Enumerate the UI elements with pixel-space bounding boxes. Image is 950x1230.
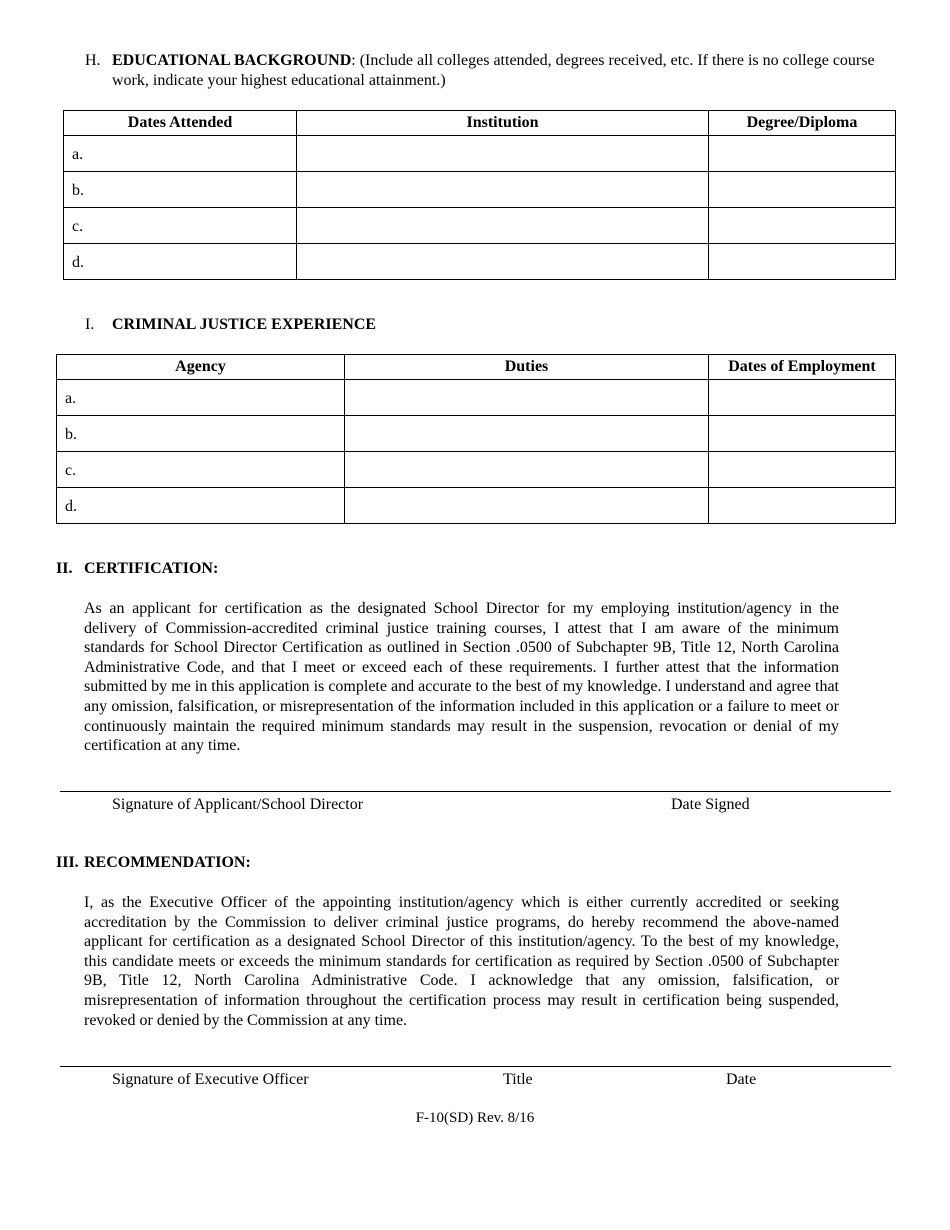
education-row: [64, 208, 896, 244]
institution-cell[interactable]: [297, 172, 709, 208]
education-instruction: : (Include all colleges attended, degrees received, etc. If there is no college course work, indicate your highest educational attainment.): [112, 52, 875, 89]
criminal-justice-row: [57, 380, 896, 416]
agency-header: Agency: [57, 355, 345, 380]
education-row: [64, 136, 896, 172]
education-row: [64, 244, 896, 280]
degree-diploma-header: Degree/Diploma: [709, 111, 896, 136]
recommendation-number: III.: [56, 854, 79, 871]
dates-attended-cell[interactable]: c.: [64, 208, 297, 244]
dates-of-employment-cell[interactable]: [709, 380, 896, 416]
degree-diploma-cell[interactable]: [709, 244, 896, 280]
education-table-header-row: [64, 111, 896, 136]
certification-heading: [56, 560, 219, 578]
criminal-justice-table: [56, 354, 896, 524]
degree-diploma-cell[interactable]: [709, 208, 896, 244]
institution-header: Institution: [297, 111, 709, 136]
education-section-title: EDUCATIONAL BACKGROUND: [112, 52, 352, 69]
recommendation-heading: [56, 854, 251, 872]
degree-diploma-cell[interactable]: [709, 136, 896, 172]
executive-title-label: Title: [503, 1071, 533, 1088]
duties-cell[interactable]: [345, 416, 709, 452]
certification-title: CERTIFICATION:: [84, 560, 219, 577]
institution-cell[interactable]: [297, 136, 709, 172]
criminal-justice-row: [57, 452, 896, 488]
dates-of-employment-cell[interactable]: [709, 452, 896, 488]
criminal-justice-section-letter: I.: [85, 316, 95, 333]
institution-cell[interactable]: [297, 244, 709, 280]
certification-number: II.: [56, 560, 73, 577]
education-section-text: [112, 51, 902, 90]
date-signed-label: Date Signed: [671, 796, 750, 813]
dates-of-employment-cell[interactable]: [709, 416, 896, 452]
certification-statement: As an applicant for certification as the designated School Director for my employing institution/agency in the delivery of Commission-accredited criminal justice training courses, I attest that I am aware of the minimum standards for School Director Certification as outlined in Section .0500 of Subchapter 9B, Title 12, North Carolina Administrative Code, and that I meet or exceed each of these requirements. I further attest that the information submitted by me in this application is complete and accurate to the best of my knowledge. I understand and agree that any omission, falsification, or misrepresentation of the information included in this application or a failure to meet or continuously maintain the required minimum standards may result in the suspension, revocation or denial of my certification at any time.: [84, 600, 839, 755]
dates-of-employment-header: Dates of Employment: [709, 355, 896, 380]
dates-attended-cell[interactable]: a.: [64, 136, 297, 172]
executive-date-label: Date: [726, 1071, 757, 1088]
agency-cell[interactable]: d.: [57, 488, 345, 524]
dates-attended-header: Dates Attended: [64, 111, 297, 136]
dates-attended-cell[interactable]: d.: [64, 244, 297, 280]
institution-cell[interactable]: [297, 208, 709, 244]
criminal-justice-table-header-row: [57, 355, 896, 380]
criminal-justice-row: [57, 488, 896, 524]
duties-cell[interactable]: [345, 488, 709, 524]
agency-cell[interactable]: b.: [57, 416, 345, 452]
education-table: [63, 110, 896, 280]
executive-signature-label: Signature of Executive Officer: [112, 1071, 309, 1088]
education-section-letter: H.: [85, 52, 101, 69]
agency-cell[interactable]: c.: [57, 452, 345, 488]
applicant-signature-label: Signature of Applicant/School Director: [112, 796, 364, 813]
agency-cell[interactable]: a.: [57, 380, 345, 416]
recommendation-statement: I, as the Executive Officer of the appointing institution/agency which is either currently accredited or seeking accreditation by the Commission to deliver criminal justice programs, do hereby recommend the above-named applicant for certification as a designated School Director of this institution/agency. To the best of my knowledge, this candidate meets or exceeds the minimum standards for certification as required by Section .0500 of Subchapter 9B, Title 12, North Carolina Administrative Code. I acknowledge that any omission, falsification, or misrepresentation of information throughout the certification process may result in certification being suspended, revoked or denied by the Commission at any time.: [84, 894, 839, 1029]
duties-cell[interactable]: [345, 380, 709, 416]
education-row: [64, 172, 896, 208]
form-revision-footer: F-10(SD) Rev. 8/16: [415, 1110, 535, 1126]
duties-cell[interactable]: [345, 452, 709, 488]
dates-attended-cell[interactable]: b.: [64, 172, 297, 208]
criminal-justice-row: [57, 416, 896, 452]
executive-signature-line[interactable]: [60, 1066, 891, 1067]
dates-of-employment-cell[interactable]: [709, 488, 896, 524]
applicant-signature-line[interactable]: [60, 791, 891, 792]
degree-diploma-cell[interactable]: [709, 172, 896, 208]
recommendation-title: RECOMMENDATION:: [84, 854, 251, 871]
criminal-justice-section-title: CRIMINAL JUSTICE EXPERIENCE: [112, 316, 377, 333]
duties-header: Duties: [345, 355, 709, 380]
